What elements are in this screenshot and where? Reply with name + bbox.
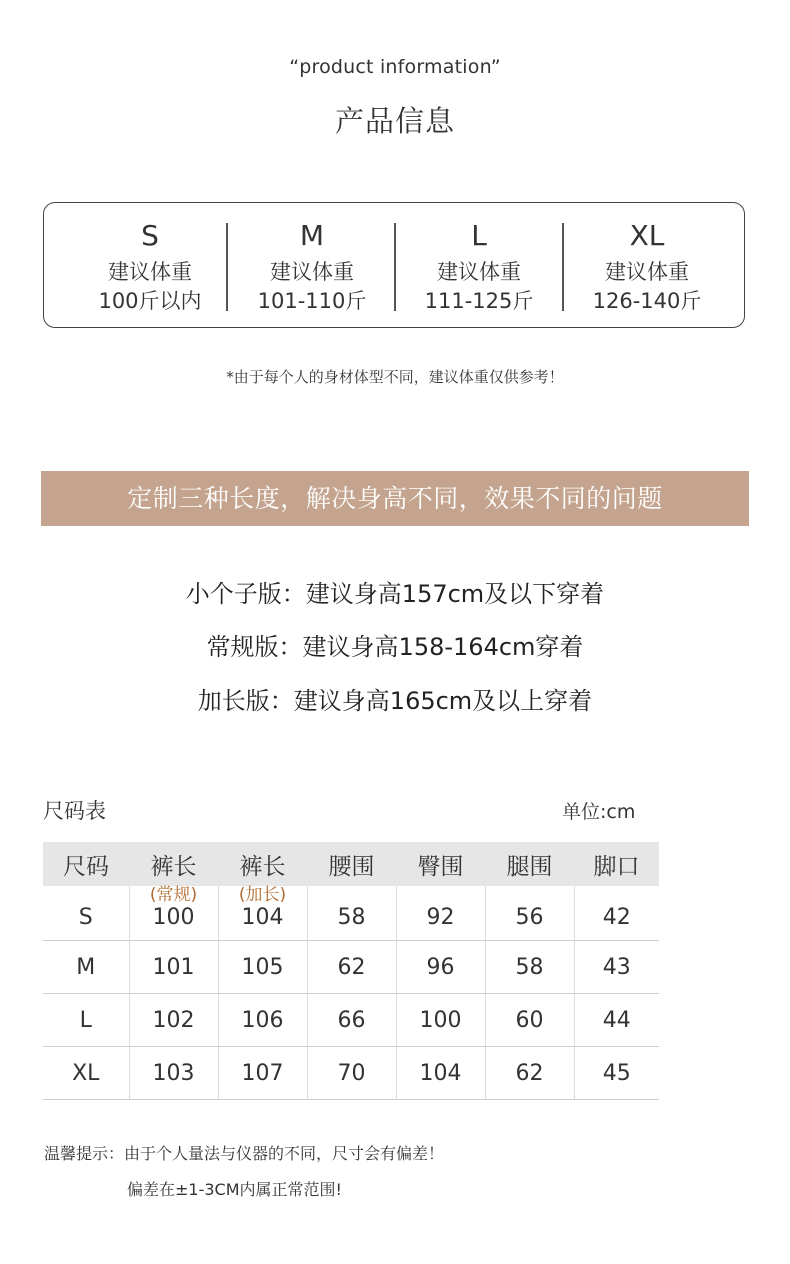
header-text: 腿围 — [506, 853, 553, 880]
size-label: XL — [629, 219, 665, 252]
table-cell: 58 — [485, 941, 574, 994]
recommended-weight-label: 建议体重 — [437, 260, 521, 284]
weight-range: 126-140斤 — [592, 289, 702, 313]
table-cell: 100 — [396, 994, 485, 1047]
header-length-long — [218, 842, 307, 905]
header-text: 臀围 — [417, 853, 464, 880]
table-cell: 70 — [307, 1047, 396, 1100]
header-text: 裤长 — [239, 853, 286, 880]
table-cell: 106 — [218, 994, 307, 1047]
table-cell: M — [43, 941, 129, 994]
page-title: 产品信息 — [334, 104, 455, 138]
header-hip — [396, 842, 485, 886]
header-text: 腰围 — [328, 853, 375, 880]
header-subtext: (加长) — [238, 884, 287, 905]
size-column-s — [66, 203, 234, 327]
unit-label: 单位:cm — [562, 801, 636, 823]
size-label: S — [141, 219, 159, 252]
table-header-row — [43, 842, 659, 886]
length-option-petite: 小个子版：建议身高157cm及以下穿着 — [185, 580, 605, 608]
size-label: L — [471, 219, 487, 252]
table-cell: 105 — [218, 941, 307, 994]
size-column-m — [228, 203, 396, 327]
header-size — [43, 842, 129, 886]
table-row — [43, 1047, 659, 1100]
weight-range: 100斤以内 — [98, 289, 202, 313]
length-option-long: 加长版：建议身高165cm及以上穿着 — [197, 687, 593, 715]
size-chart-table — [43, 842, 659, 1100]
table-cell: 66 — [307, 994, 396, 1047]
header-hem — [574, 842, 659, 886]
header-thigh — [485, 842, 574, 886]
table-cell: 62 — [485, 1047, 574, 1100]
table-cell: 60 — [485, 994, 574, 1047]
table-cell: 104 — [396, 1047, 485, 1100]
measurement-tip: 温馨提示：由于个人量法与仪器的不同，尺寸会有偏差！ — [44, 1144, 445, 1163]
table-cell: 101 — [129, 941, 218, 994]
table-cell: 43 — [574, 941, 659, 994]
header-length-regular — [129, 842, 218, 905]
length-option-regular: 常规版：建议身高158-164cm穿着 — [206, 633, 584, 661]
weight-range: 101-110斤 — [257, 289, 367, 313]
header-text: 尺码 — [63, 853, 109, 880]
header-text: 裤长 — [150, 853, 197, 880]
table-cell: 56 — [485, 886, 574, 941]
table-row — [43, 994, 659, 1047]
english-title: “product information” — [289, 56, 501, 78]
size-column-l — [395, 203, 563, 327]
weight-guide-box — [43, 202, 745, 328]
table-cell: XL — [43, 1047, 129, 1100]
table-row — [43, 886, 659, 941]
recommended-weight-label: 建议体重 — [605, 260, 689, 284]
recommended-weight-label: 建议体重 — [270, 260, 354, 284]
table-cell: 100 — [129, 886, 218, 941]
table-cell: 107 — [218, 1047, 307, 1100]
table-cell: 62 — [307, 941, 396, 994]
size-label: M — [299, 219, 325, 252]
table-cell: 42 — [574, 886, 659, 941]
table-cell: 92 — [396, 886, 485, 941]
table-cell: 45 — [574, 1047, 659, 1100]
header-text: 脚口 — [593, 853, 640, 880]
size-chart-title: 尺码表 — [43, 799, 106, 823]
table-cell: 103 — [129, 1047, 218, 1100]
recommended-weight-label: 建议体重 — [108, 260, 192, 284]
table-cell: 102 — [129, 994, 218, 1047]
table-cell: 58 — [307, 886, 396, 941]
table-cell: S — [43, 886, 129, 941]
table-row — [43, 941, 659, 994]
weight-range: 111-125斤 — [424, 289, 534, 313]
table-cell: L — [43, 994, 129, 1047]
weight-disclaimer: *由于每个人的身材体型不同，建议体重仅供参考！ — [226, 368, 564, 386]
tolerance-tip: 偏差在±1-3CM内属正常范围! — [127, 1180, 342, 1199]
table-cell: 104 — [218, 886, 307, 941]
table-cell: 96 — [396, 941, 485, 994]
table-cell: 44 — [574, 994, 659, 1047]
size-column-xl — [563, 203, 731, 327]
header-subtext: (常规) — [149, 884, 198, 905]
header-waist — [307, 842, 396, 886]
length-banner: 定制三种长度，解决身高不同，效果不同的问题 — [41, 471, 749, 526]
